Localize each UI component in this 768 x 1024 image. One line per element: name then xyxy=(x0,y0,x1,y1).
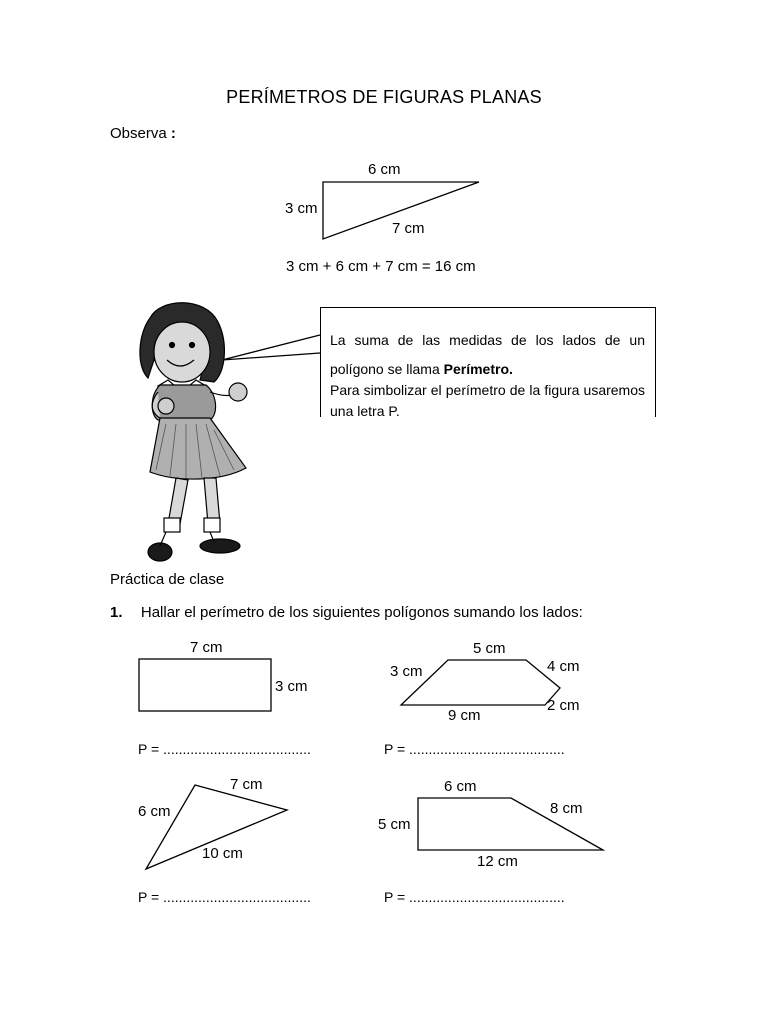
trapezoid-figure xyxy=(401,660,560,705)
speech-bubble xyxy=(320,307,656,417)
bubble-line2-text: polígono se llama xyxy=(330,361,444,377)
observe-colon: : xyxy=(170,125,176,142)
example-left-label: 3 cm xyxy=(285,200,318,217)
practice-title: Práctica de clase xyxy=(110,571,225,588)
bubble-line4: una letra P. xyxy=(330,403,400,417)
exercise-line xyxy=(110,604,583,621)
bubble-perimeter-term: Perímetro. xyxy=(443,361,513,377)
answer-line-triangle[interactable]: P = ...................................... xyxy=(138,889,311,905)
example-top-label: 6 cm xyxy=(368,161,401,178)
triangle-bottom-label: 10 cm xyxy=(202,845,243,862)
bubble-pointer xyxy=(222,335,320,360)
trapezoid-left-label: 3 cm xyxy=(390,663,423,680)
exercise-number: 1. xyxy=(110,604,123,621)
triangle-top-label: 7 cm xyxy=(230,776,263,793)
girl-illustration xyxy=(140,303,247,561)
right-trapezoid-top-label: 6 cm xyxy=(444,778,477,795)
example-hyp-label: 7 cm xyxy=(392,220,425,237)
right-trapezoid-left-label: 5 cm xyxy=(378,816,411,833)
page-title: PERÍMETROS DE FIGURAS PLANAS xyxy=(226,87,542,107)
triangle-left-label: 6 cm xyxy=(138,803,171,820)
trapezoid-top-label: 5 cm xyxy=(473,640,506,657)
example-equation: 3 cm + 6 cm + 7 cm = 16 cm xyxy=(286,258,476,275)
answer-line-rectangle[interactable]: P = ...................................... xyxy=(138,741,311,757)
trapezoid-right-top-label: 4 cm xyxy=(547,658,580,675)
bubble-line3: Para simbolizar el perímetro de la figura usaremos xyxy=(330,382,645,398)
bubble-line2 xyxy=(330,359,645,380)
observe-text: Observa xyxy=(110,125,167,142)
rectangle-figure xyxy=(139,659,271,711)
trapezoid-right-bottom-label: 2 cm xyxy=(547,697,580,714)
bubble-line1: La suma de las medidas de los lados de un xyxy=(330,332,645,348)
exercise-instruction: Hallar el perímetro de los siguientes polígonos sumando los lados: xyxy=(140,604,583,621)
right-trapezoid-bottom-label: 12 cm xyxy=(477,853,518,870)
answer-line-right-trapezoid[interactable]: P = ........................................ xyxy=(384,889,565,905)
rectangle-top-label: 7 cm xyxy=(190,639,223,656)
trapezoid-bottom-label: 9 cm xyxy=(448,707,481,724)
rectangle-right-label: 3 cm xyxy=(275,678,308,695)
answer-line-trapezoid[interactable]: P = ........................................ xyxy=(384,741,565,757)
right-trapezoid-right-label: 8 cm xyxy=(550,800,583,817)
